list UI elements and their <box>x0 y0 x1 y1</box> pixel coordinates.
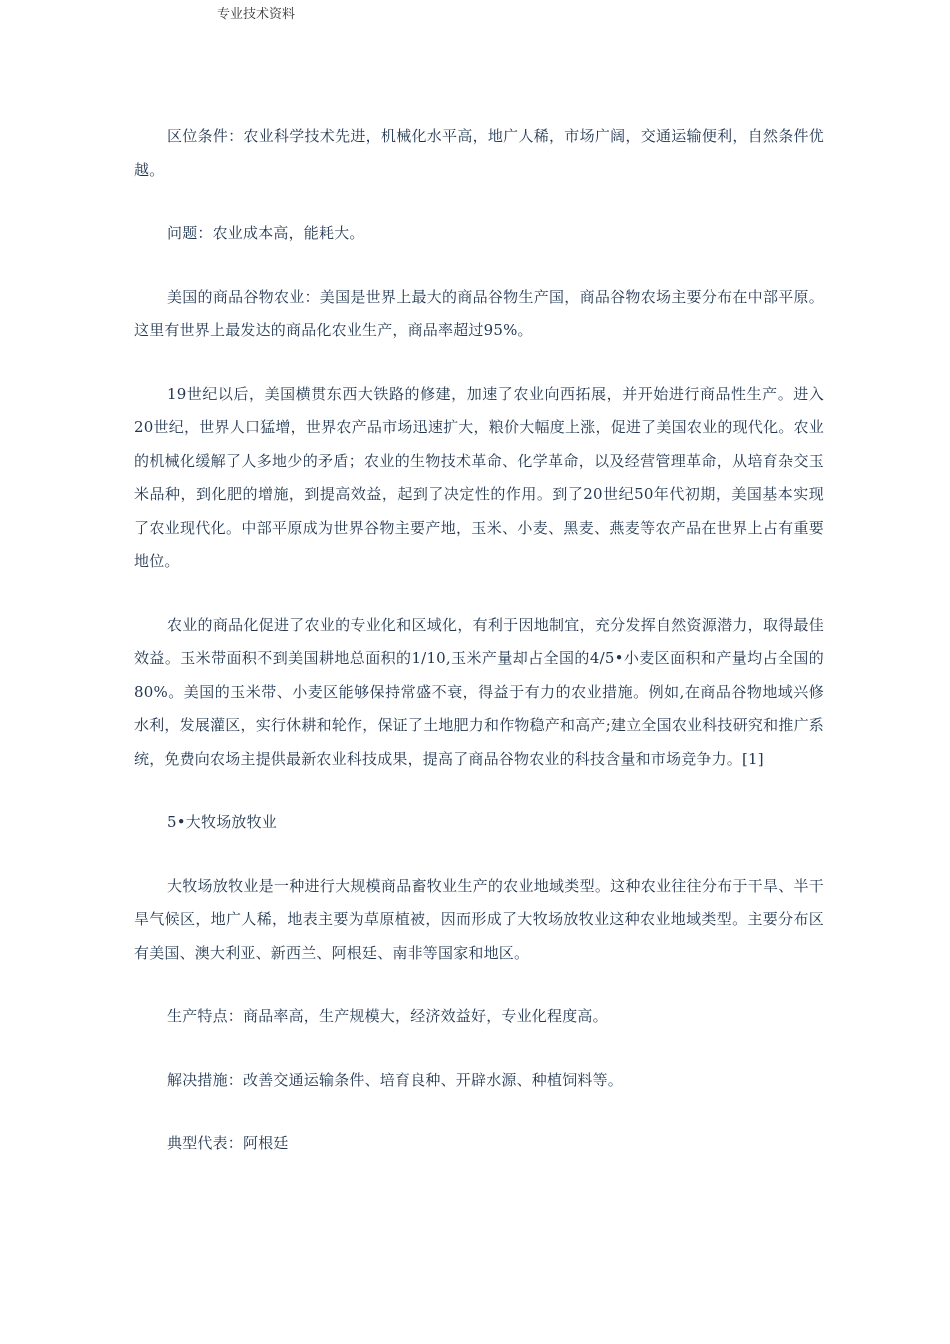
document-header: 专业技术资料 <box>217 7 296 22</box>
paragraph-us-agriculture-history: 19世纪以后，美国横贯东西大铁路的修建，加速了农业向西拓展，并开始进行商品性生产。进入20世纪，世界人口猛增，世界农产品市场迅速扩大，粮价大幅度上涨，促进了美国农业的现代化。农业的机械化缓解了人多地少的矛盾；农业的生物技术革命、化学革命，以及经营管理革命，从培育杂交玉米品种，到化肥的增施，到提高效益，起到了决定性的作用。到了20世纪50年代初期，美国基本实现了农业现代化。中部平原成为世界谷物主要产地，玉米、小麦、黑麦、燕麦等农产品在世界上占有重要地位。 <box>134 384 824 570</box>
paragraph-production-features: 生产特点：商品率高，生产规模大，经济效益好，专业化程度高。 <box>167 1007 608 1025</box>
paragraph-problems: 问题：农业成本高，能耗大。 <box>167 224 365 242</box>
paragraph-us-commercial-grain: 美国的商品谷物农业：美国是世界上最大的商品谷物生产国，商品谷物农场主要分布在中部平原。这里有世界上最发达的商品化农业生产，商品率超过95%。 <box>134 287 824 339</box>
section-heading-ranching: 5•大牧场放牧业 <box>167 813 277 831</box>
paragraph-solutions: 解决措施：改善交通运输条件、培育良种、开辟水源、种植饲料等。 <box>167 1070 624 1089</box>
paragraph-location-conditions: 区位条件：农业科学技术先进，机械化水平高，地广人稀，市场广阔，交通运输便利，自然条件优越。 <box>134 127 824 179</box>
paragraph-commercialization: 农业的商品化促进了农业的专业化和区域化，有利于因地制宜，充分发挥自然资源潜力，取得最佳效益。玉米带面积不到美国耕地总面积的1/10,玉米产量却占全国的4/5•小麦区面积和产量均占全国的80%。美国的玉米带、小麦区能够保持常盛不衰，得益于有力的农业措施。例如,在商品谷物地域兴修水利，发展灌区，实行休耕和轮作，保证了土地肥力和作物稳产和高产;建立全国农业科技研究和推广系统，免费向农场主提供最新农业科技成果，提高了商品谷物农业的科技含量和市场竞争力。[1] <box>134 615 824 768</box>
paragraph-ranching-overview: 大牧场放牧业是一种进行大规模商品畜牧业生产的农业地域类型。这种农业往往分布于干旱、半干旱气候区，地广人稀，地表主要为草原植被，因而形成了大牧场放牧业这种农业地域类型。主要分布区有美国、澳大利亚、新西兰、阿根廷、南非等国家和地区。 <box>134 876 824 962</box>
document-body <box>134 120 824 1191</box>
paragraph-typical-example: 典型代表：阿根廷 <box>167 1134 289 1152</box>
